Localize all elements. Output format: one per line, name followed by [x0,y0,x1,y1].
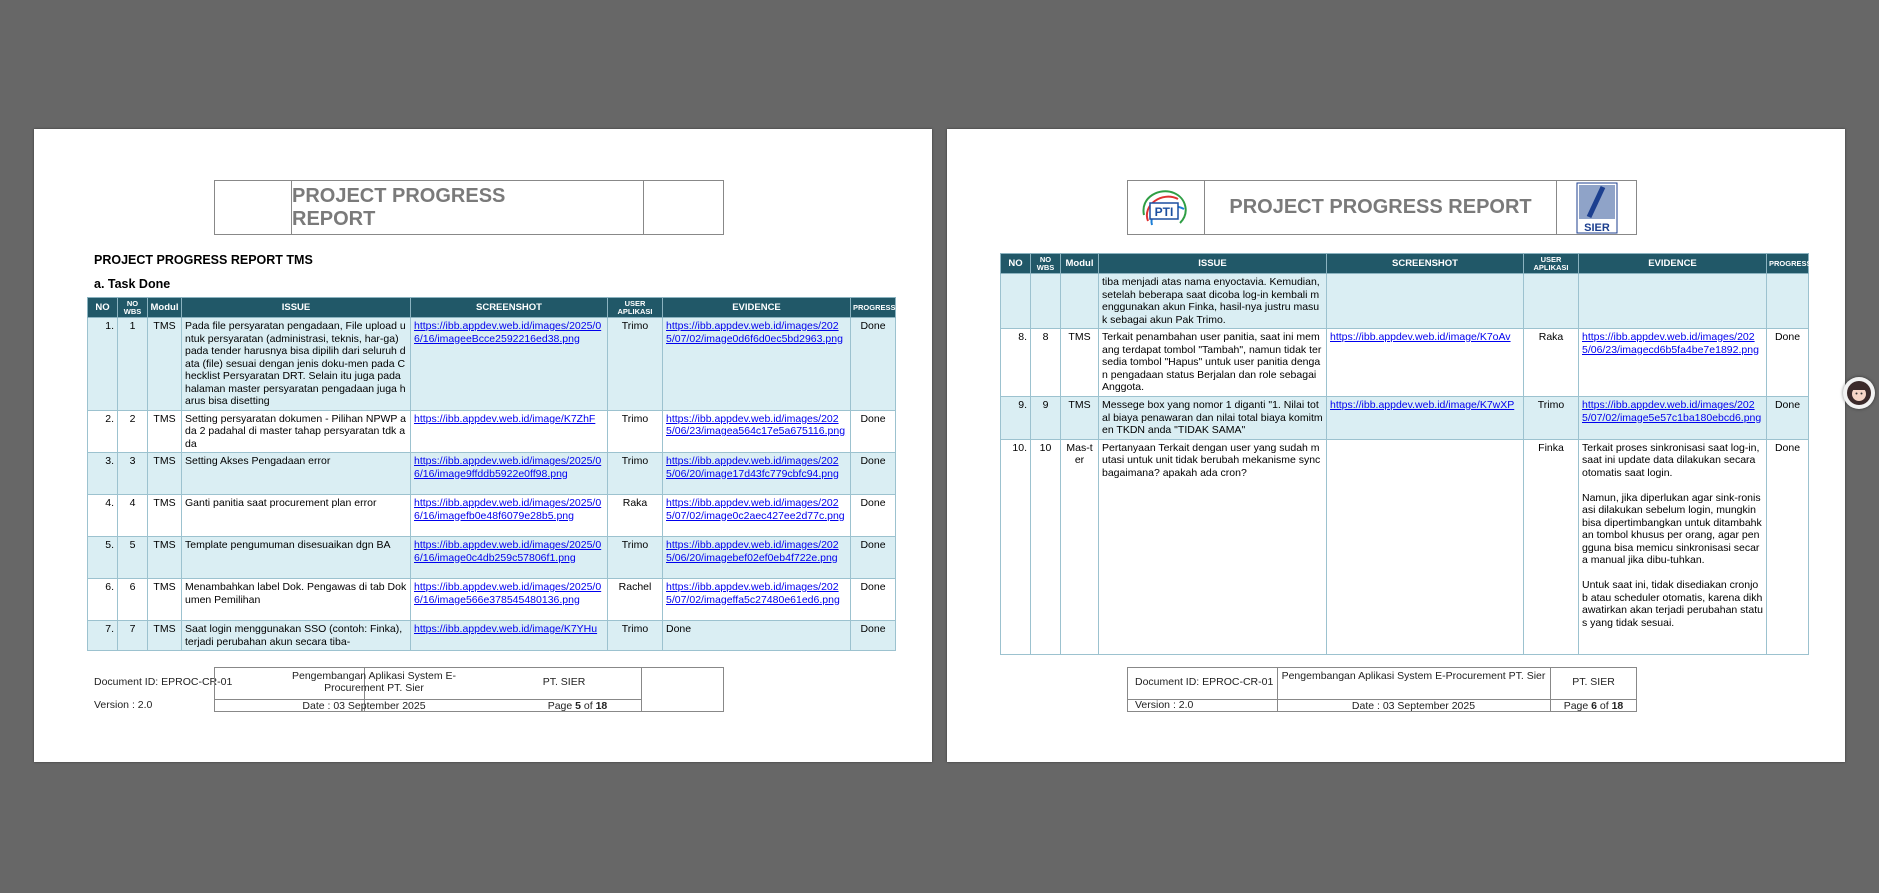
table-body [88,318,896,651]
cell-progress: Done [851,537,896,579]
cell-screenshot [411,318,608,411]
cell-screenshot [411,621,608,651]
table-row [1001,274,1809,329]
column-header: NO [88,298,118,318]
screenshot-link[interactable]: https://ibb.appdev.web.id/images/2025/06/16/image0c4db259c57806f1.png [414,539,602,564]
footer-dept: Pengembangan Aplikasi System E-Procurement PT. Sier [291,670,456,694]
cell-modul: TMS [148,318,182,411]
cell-evidence [663,579,851,621]
evidence-link[interactable]: https://ibb.appdev.web.id/images/2025/07/02/image5e57c1ba180ebcd6.png [1582,399,1762,424]
footer-page: Page 6 of 18 [1563,700,1624,712]
task-table-continued [1000,253,1812,655]
footer-date: Date : 03 September 2025 [1351,700,1476,712]
evidence-link[interactable]: https://ibb.appdev.web.id/images/2025/06/20/image17d43fc779cbfc94.png [666,455,839,480]
evidence-link[interactable]: https://ibb.appdev.web.id/images/2025/06/20/imagebef02ef0eb4f722e.png [666,539,839,564]
cell-issue: Setting Akses Pengadaan error [182,453,411,495]
page-header [214,180,724,235]
cell-issue: Messege box yang nomor 1 diganti "1. Nilai total biaya penawaran dan nilai total biaya komitmen TKDN anda "TIDAK SAMA" [1099,397,1327,440]
cell-user: Raka [1524,329,1579,397]
cell-issue: Terkait penambahan user panitia, saat ini memang terdapat tombol "Tambah", namun tidak tersedia tombol "Hapus" untuk user panitia dengan pengadaan status Berjalan dan role sebagai Anggota. [1099,329,1327,397]
cell-evidence [663,410,851,453]
footer-doc-id: Document ID: EPROC-CR-01 [1135,676,1274,688]
cell-issue: Ganti panitia saat procurement plan error [182,495,411,537]
cell-screenshot [411,410,608,453]
table-row [88,537,896,579]
cell-no: 8. [1001,329,1031,397]
cell-issue: tiba menjadi atas nama enyoctavia. Kemudian, setelah beberapa saat dicoba log-in kembali menggunakan akun Finka, hasil-nya justru masuk sebagai akun Pak Trimo. [1099,274,1327,329]
table-row [88,579,896,621]
table-body [1001,274,1809,655]
section-heading: a. Task Done [94,277,171,291]
task-table [87,297,896,651]
sier-logo [1557,181,1636,234]
column-header: Modul [1061,254,1099,274]
cell-evidence [1579,329,1767,397]
screenshot-link[interactable]: https://ibb.appdev.web.id/image/K7oAv [1330,331,1511,343]
cell-evidence [663,495,851,537]
evidence-link[interactable]: https://ibb.appdev.web.id/images/2025/07/02/image0c2aec427ee2d77c.png [666,497,845,522]
evidence-link[interactable]: https://ibb.appdev.web.id/images/2025/07/02/image0d6f6d0ec5bd2963.png [666,320,843,345]
column-header: SCREENSHOT [1327,254,1524,274]
cell-screenshot [411,453,608,495]
cell-modul: TMS [148,579,182,621]
column-header: PROGRESS [851,298,896,318]
table-row [88,453,896,495]
cell-user: Finka [1524,439,1579,654]
sier-logo-text: SIER [1583,221,1610,234]
cell-modul: TMS [148,410,182,453]
cell-user: Trimo [608,410,663,453]
cell-user: Trimo [608,621,663,651]
screenshot-link[interactable]: https://ibb.appdev.web.id/image/K7YHu [414,623,598,635]
cell-screenshot [1327,397,1524,440]
table-row [1001,439,1809,654]
header-right-cell [644,181,723,234]
cell-wbs: 5 [118,537,148,579]
header-title: PROJECT PROGRESS REPORT [292,181,644,234]
cell-no: 2. [88,410,118,453]
cell-wbs: 7 [118,621,148,651]
column-header: USER APLIKASI [608,298,663,318]
cell-user: Trimo [608,318,663,411]
screenshot-link[interactable]: https://ibb.appdev.web.id/images/2025/06/16/image9ffddb5922e0ff98.png [414,455,602,480]
cell-screenshot [411,579,608,621]
cell-wbs: 2 [118,410,148,453]
cell-user: Rachel [608,579,663,621]
cell-progress: Done [851,579,896,621]
cell-progress: Done [851,495,896,537]
footer-version: Version : 2.0 [1135,699,1194,711]
cell-evidence [663,318,851,411]
cell-screenshot [1327,274,1524,329]
cell-user: Trimo [1524,397,1579,440]
cell-issue: Pada file persyaratan pengadaan, File upload untuk persyaratan (administrasi, teknis, har-ga) pada tender harusnya bisa dipilih dari seluruh data (file) sesuai dengan jenis doku-men pada Checklist Persyaratan DRT. Selain itu juga pada halaman master persyaratan pengadaan juga harus bisa disetting [182,318,411,411]
cell-user [1524,274,1579,329]
cell-evidence: Done [663,621,851,651]
cell-evidence [1579,397,1767,440]
cell-wbs: 4 [118,495,148,537]
cell-issue: Saat login menggunakan SSO (contoh: Finka), terjadi perubahan akun secara tiba- [182,621,411,651]
evidence-link[interactable]: https://ibb.appdev.web.id/images/2025/07/02/imageffa5c27480e61ed6.png [666,581,840,606]
evidence-link[interactable]: https://ibb.appdev.web.id/images/2025/06/23/imagea564c17e5a675116.png [666,412,846,437]
screenshot-link[interactable]: https://ibb.appdev.web.id/images/2025/06/16/imageeBcce2592216ed38.png [414,320,602,345]
cell-issue: Setting persyaratan dokumen - Pilihan NPWP ada 2 padahal di master tahap persyaratan tdk ada [182,410,411,453]
table-row [88,318,896,411]
cell-no: 6. [88,579,118,621]
table-row [1001,397,1809,440]
page-footer [1127,667,1637,712]
cell-evidence [663,453,851,495]
column-header: EVIDENCE [663,298,851,318]
cell-no: 10. [1001,439,1031,654]
cell-wbs: 3 [118,453,148,495]
cell-user: Trimo [608,453,663,495]
cell-progress: Done [1767,329,1809,397]
cell-modul: TMS [1061,397,1099,440]
cell-user: Trimo [608,537,663,579]
column-header: NO [1001,254,1031,274]
footer-doc-id: Document ID: EPROC-CR-01 [94,676,233,688]
cell-wbs: 6 [118,579,148,621]
cell-no: 1. [88,318,118,411]
evidence-link[interactable]: https://ibb.appdev.web.id/images/2025/06/23/imagecd6b5fa4be7e1892.png [1582,331,1759,356]
cell-wbs: 1 [118,318,148,411]
column-header: SCREENSHOT [411,298,608,318]
column-header: PROGRESS [1767,254,1809,274]
cell-progress: Done [1767,439,1809,654]
cell-issue: Pertanyaan Terkait dengan user yang sudah mutasi untuk unit tidak berubah mekanisme sync bagaimana? apakah ada cron? [1099,439,1327,654]
cell-wbs: 10 [1031,439,1061,654]
table-row [88,621,896,651]
column-header: USER APLIKASI [1524,254,1579,274]
table-row [88,410,896,453]
cell-modul: TMS [148,621,182,651]
column-header: ISSUE [1099,254,1327,274]
cell-modul: TMS [148,495,182,537]
cell-progress: Done [851,453,896,495]
column-header: NO WBS [1031,254,1061,274]
screenshot-link[interactable]: https://ibb.appdev.web.id/images/2025/06/16/imagefb0e48f6079e28b5.png [414,497,602,522]
screenshot-link[interactable]: https://ibb.appdev.web.id/images/2025/06/16/image566e378545480136.png [414,581,602,606]
cell-evidence: Terkait proses sinkronisasi saat log-in, saat ini update data dilakukan secara otomatis saat login. Namun, jika diperlukan agar sink-ronisasi dilakukan sebelum login, mungkin bisa dipertimbangkan untuk ditambahkan tombol khusus per orang, agar pengguna bisa memicu sinkronisasi secara manual jika dibu-tuhkan. Untuk saat ini, tidak disediakan cronjob atau scheduler otomatis, karena dikhawatirkan akan terjadi perubahan status yang tidak sesuai. [1579,439,1767,654]
footer-company: PT. SIER [1572,676,1615,688]
cell-issue: Template pengumuman disesuaikan dgn BA [182,537,411,579]
cell-modul: TMS [1061,329,1099,397]
screenshot-link[interactable]: https://ibb.appdev.web.id/image/K7ZhF [414,412,596,425]
page-header [1127,180,1637,235]
cell-no: 7. [88,621,118,651]
cell-progress: Done [1767,397,1809,440]
cell-modul: Mas-ter [1061,439,1099,654]
cell-wbs: 8 [1031,329,1061,397]
assistant-avatar-icon[interactable] [1843,377,1875,409]
cell-issue: Menambahkan label Dok. Pengawas di tab Dokumen Pemilihan [182,579,411,621]
table-header-row [1001,254,1809,274]
document-page-6 [947,129,1845,762]
column-header: ISSUE [182,298,411,318]
cell-wbs: 9 [1031,397,1061,440]
cell-evidence [663,537,851,579]
footer-company: PT. SIER [542,676,586,688]
page-footer [94,667,724,712]
cell-progress: Done [851,318,896,411]
table-row [88,495,896,537]
document-title: PROJECT PROGRESS REPORT TMS [94,253,313,267]
footer-version: Version : 2.0 [94,699,153,711]
footer-page: Page 5 of 18 [547,700,608,712]
pti-logo [1128,181,1205,234]
cell-no: 9. [1001,397,1031,440]
cell-user: Raka [608,495,663,537]
screenshot-link[interactable]: https://ibb.appdev.web.id/image/K7wXP [1330,399,1515,411]
cell-progress: Done [851,621,896,651]
column-header: NO WBS [118,298,148,318]
cell-wbs [1031,274,1061,329]
table-row [1001,329,1809,397]
footer-dept: Pengembangan Aplikasi System E-Procurement PT. Sier [1281,670,1546,682]
column-header: Modul [148,298,182,318]
cell-screenshot [411,537,608,579]
footer-date: Date : 03 September 2025 [302,700,426,712]
cell-screenshot [411,495,608,537]
header-title: PROJECT PROGRESS REPORT [1205,181,1557,234]
cell-progress [1767,274,1809,329]
pti-logo-text: PTI [1154,204,1174,219]
cell-no: 5. [88,537,118,579]
cell-screenshot [1327,329,1524,397]
cell-modul: TMS [148,453,182,495]
cell-evidence [1579,274,1767,329]
cell-modul: TMS [148,537,182,579]
cell-no: 3. [88,453,118,495]
column-header: EVIDENCE [1579,254,1767,274]
cell-no [1001,274,1031,329]
header-logo-cell [215,181,292,234]
cell-screenshot [1327,439,1524,654]
cell-no: 4. [88,495,118,537]
cell-progress: Done [851,410,896,453]
cell-modul [1061,274,1099,329]
document-page-5 [34,129,932,762]
table-header-row [88,298,896,318]
